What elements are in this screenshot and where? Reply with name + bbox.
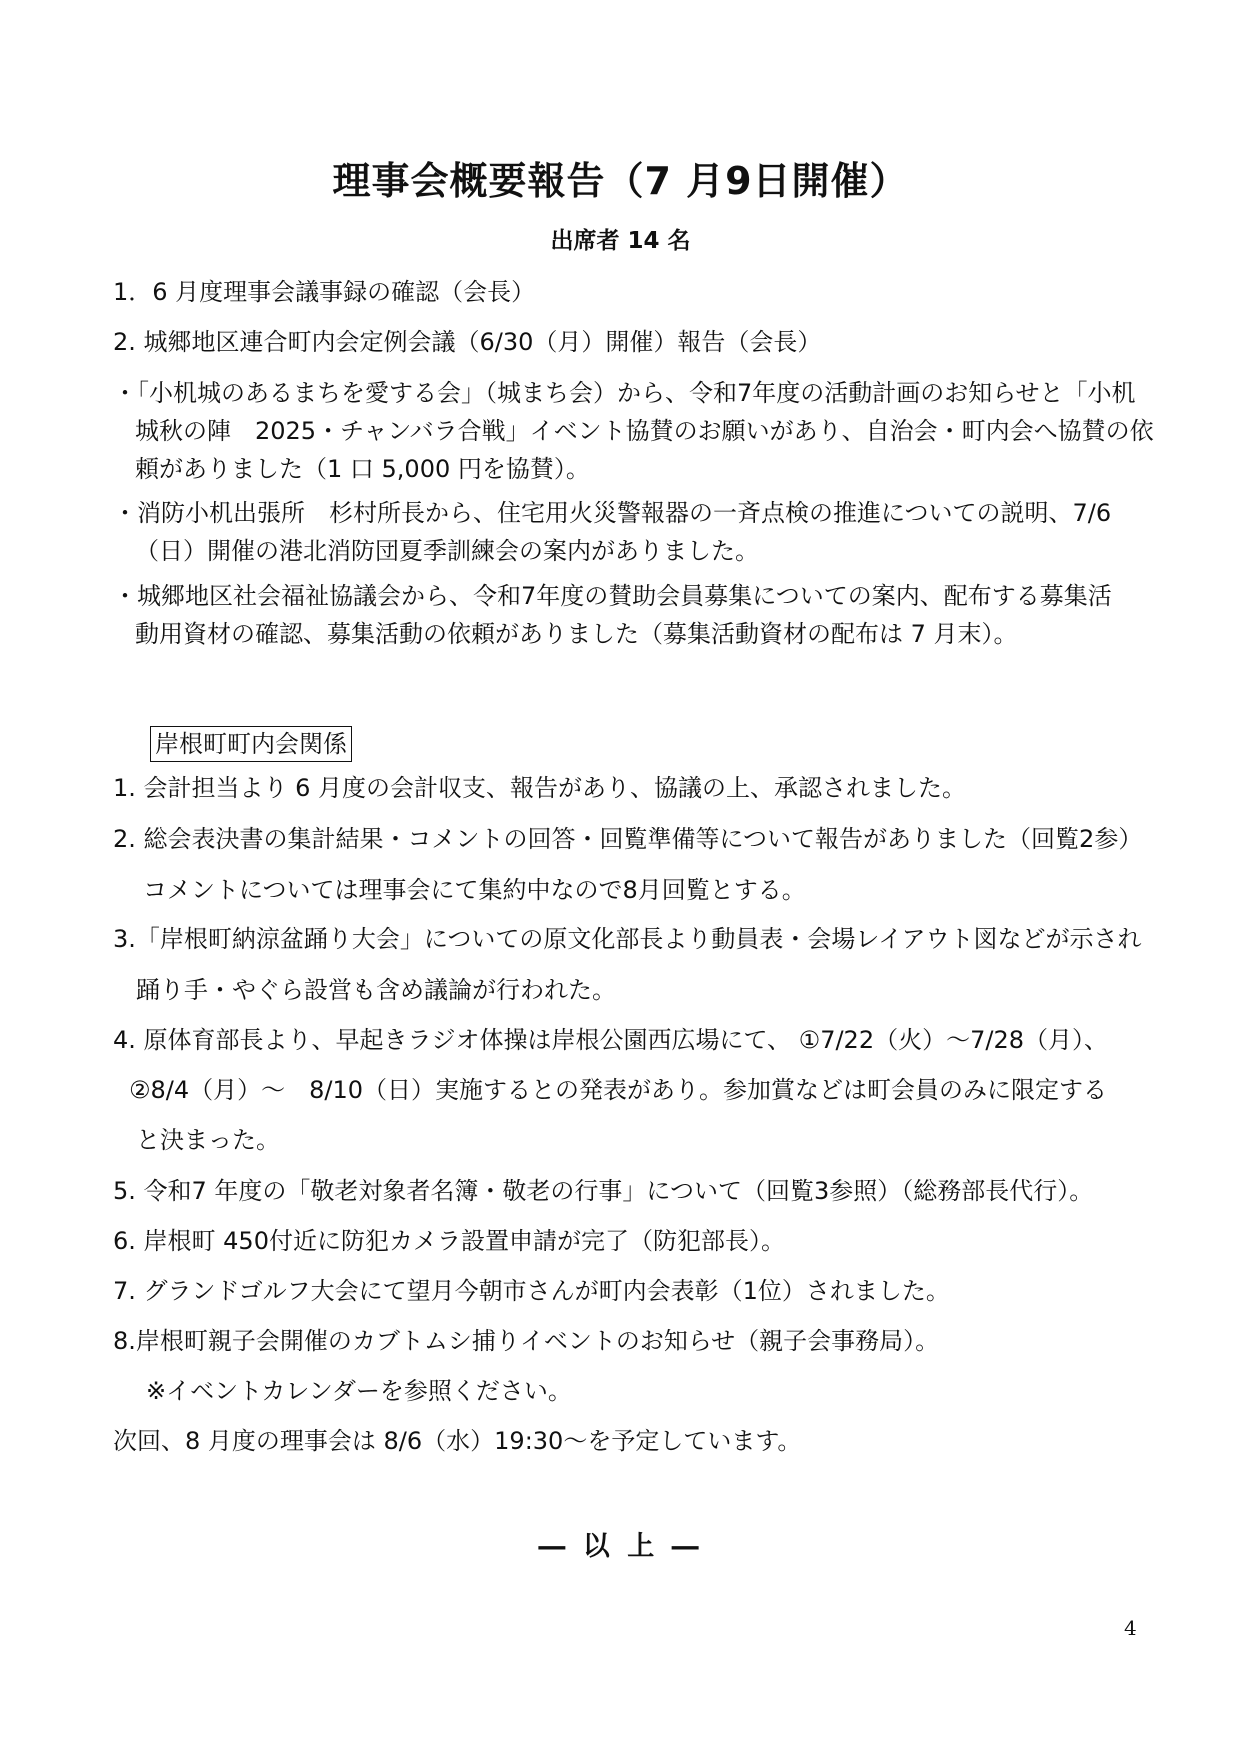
- section-item-4: 4. 原体育部長より、早起きラジオ体操は岸根公園西広場にて、 ①7/22（火）～7/28（月）、: [113, 1026, 1108, 1054]
- attendance-count: 出席者 14 名: [550, 228, 691, 254]
- agenda-item-1: 1．6 月度理事会議事録の確認（会長）: [113, 278, 536, 306]
- closing-mark: ― 以 上 ―: [538, 1531, 703, 1562]
- section-item-3: 3.「岸根町納涼盆踊り大会」についての原文化部長より動員表・会場レイアウト図などが示され: [113, 925, 1142, 953]
- section-item-6: 6. 岸根町 450付近に防犯カメラ設置申請が完了（防犯部長）。: [113, 1227, 785, 1255]
- section-item-5: 5. 令和7 年度の「敬老対象者名簿・敬老の行事」について（回覧3参照）（総務部長代行）。: [113, 1177, 1094, 1205]
- section-item-4-cont-2: と決まった。: [136, 1126, 280, 1154]
- section-item-2: 2. 総会表決書の集計結果・コメントの回答・回覧準備等について報告がありました（回覧2参）: [113, 825, 1143, 853]
- page-number: 4: [1124, 1616, 1137, 1640]
- section-item-8: 8.岸根町親子会開催のカブトムシ捕りイベントのお知らせ（親子会事務局）。: [113, 1327, 940, 1355]
- report-bullet-1-line-3: 頼がありました（1 口 5,000 円を協賛）。: [135, 455, 590, 483]
- report-bullet-2-line-2: （日）開催の港北消防団夏季訓練会の案内がありました。: [135, 537, 759, 565]
- section-item-2-note: コメントについては理事会にて集約中なので8月回覧とする。: [143, 876, 806, 904]
- agenda-item-2: 2. 城郷地区連合町内会定例会議（6/30（月）開催）報告（会長）: [113, 328, 822, 356]
- report-bullet-1-line-1: ・「小机城のあるまちを愛する会」（城まち会）から、令和7年度の活動計画のお知らせと「小机: [113, 379, 1136, 407]
- section-item-3-cont: 踊り手・やぐら設営も含め議論が行われた。: [136, 976, 616, 1004]
- report-bullet-2-line-1: ・消防小机出張所 杉村所長から、住宅用火災警報器の一斉点検の推進についての説明、7/6: [113, 499, 1112, 527]
- section-item-8-note: ※イベントカレンダーを参照ください。: [146, 1377, 572, 1405]
- report-bullet-3-line-2: 動用資材の確認、募集活動の依頼がありました（募集活動資材の配布は 7 月末）。: [135, 620, 1018, 648]
- report-bullet-1-line-2: 城秋の陣 2025・チャンバラ合戦」イベント協賛のお願いがあり、自治会・町内会へ協賛の依: [135, 417, 1154, 445]
- report-bullet-2: [113, 494, 1123, 570]
- report-bullet-3: [113, 577, 1123, 653]
- report-bullet-1: [113, 374, 1154, 488]
- page-title: 理事会概要報告（7 月9日開催）: [332, 159, 909, 203]
- report-bullet-3-line-1: ・城郷地区社会福祉協議会から、令和7年度の賛助会員募集についての案内、配布する募集活: [113, 582, 1112, 610]
- section-item-7: 7. グランドゴルフ大会にて望月今朝市さんが町内会表彰（1位）されました。: [113, 1277, 950, 1305]
- next-meeting-notice: 次回、8 月度の理事会は 8/6（水）19:30～を予定しています。: [113, 1427, 802, 1455]
- section-heading: 岸根町町内会関係: [150, 726, 352, 762]
- section-item-4-cont-1: ②8/4（月）～ 8/10（日）実施するとの発表があり。参加賞などは町会員のみに限定する: [129, 1076, 1108, 1104]
- section-item-1: 1. 会計担当より 6 月度の会計収支、報告があり、協議の上、承認されました。: [113, 774, 967, 802]
